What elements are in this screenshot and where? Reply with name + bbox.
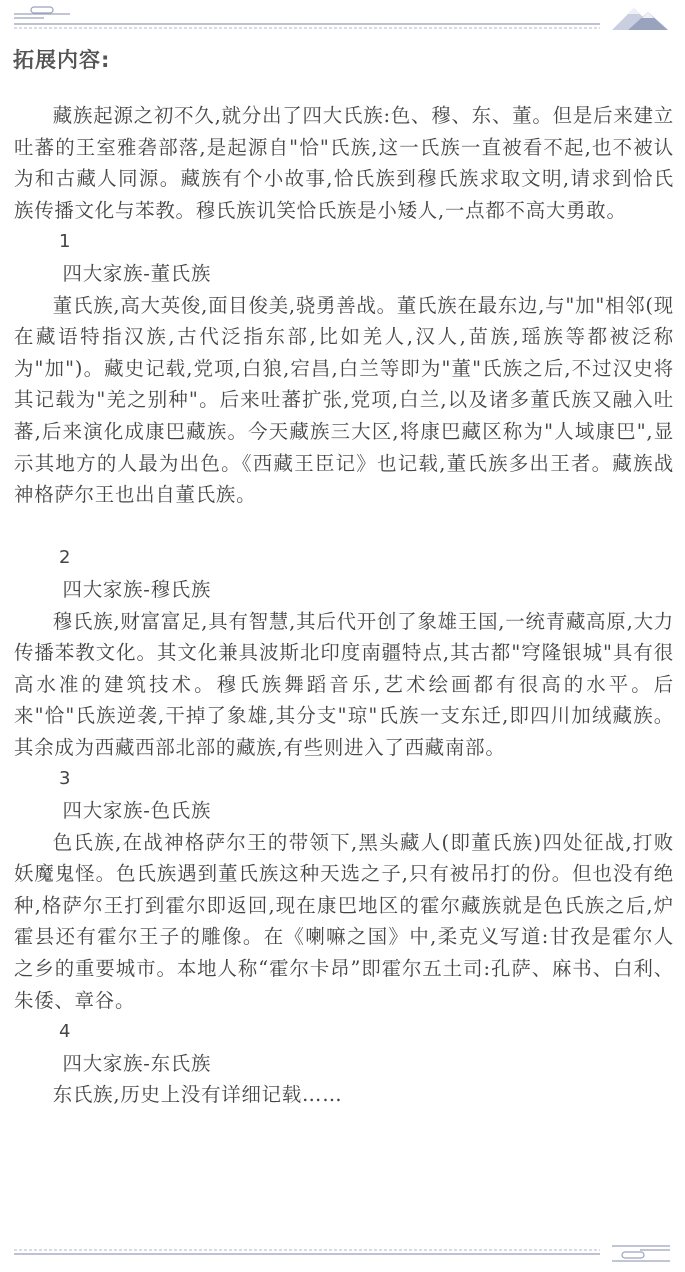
- section-number: 1: [59, 231, 72, 253]
- section-title: 四大家族-东氏族: [62, 1051, 212, 1075]
- section-body: 东氏族,历史上没有详细记载……: [52, 1083, 343, 1107]
- section-title: 四大家族-董氏族: [62, 261, 212, 285]
- section-heading: 拓展内容:: [13, 48, 111, 72]
- section-body: 董氏族,高大英俊,面目俊美,骁勇善战。董氏族在最东边,与"加"相邻(现在藏语特指汉族,古代泛指东部,比如羌人,汉人,苗族,瑶族等都被泛称为"加")。藏史记载,党项,白狼,宕昌,白兰等即为"董"氏族之后,不过汉史将其记载为"羌之别种"。后来吐蕃扩张,党项,白兰,以及诸多董氏族又融入吐蕃,后来演化成康巴藏族。今天藏族三大区,将康巴藏区称为"人域康巴",显示其地方的人最为出色。《西藏王臣记》也记载,董氏族多出王者。藏族战神格萨尔王也出自董氏族。: [14, 293, 674, 507]
- section-body: 色氏族,在战神格萨尔王的带领下,黑头藏人(即董氏族)四处征战,打败妖魔鬼怪。色氏族遇到董氏族这种天选之子,只有被吊打的份。但也没有绝种,格萨尔王打到霍尔即返回,现在康巴地区的霍尔藏族就是色氏族之后,炉霍县还有霍尔王子的雕像。在《喇嘛之国》中,柔克义写道:甘孜是霍尔人之乡的重要城市。本地人称“霍尔卡昂”即霍尔五土司:孔萨、麻书、白利、朱倭、章谷。: [14, 830, 674, 1012]
- spacer: [14, 511, 674, 543]
- mountain-icon: [612, 8, 668, 30]
- section-number: 3: [59, 768, 72, 790]
- footer-ornament: [0, 1236, 685, 1272]
- section-title: 四大家族-色氏族: [62, 799, 212, 823]
- intro-paragraph: 藏族起源之初不久,就分出了四大氏族:色、穆、东、董。但是后来建立吐蕃的王室雅砻部落,是起源自"恰"氏族,这一氏族一直被看不起,也不被认为和古藏人同源。藏族有个小故事,恰氏族到穆氏族求取文明,请求到恰氏族传播文化与苯教。穆氏族讥笑恰氏族是小矮人,一点都不高大勇敢。: [14, 104, 674, 222]
- section-number: 4: [59, 1021, 72, 1043]
- section-body: 穆氏族,财富富足,具有智慧,其后代开创了象雄王国,一统青藏高原,大力传播苯教文化。其文化兼具波斯北印度南疆特点,其古都"穹隆银城"具有很高水准的建筑技术。穆氏族舞蹈音乐,艺术绘画都有很高的水平。后来"恰"氏族逆袭,干掉了象雄,其分支"琼"氏族一支东迁,即四川加绒藏族。其余成为西藏西部北部的藏族,有些则进入了西藏南部。: [14, 609, 674, 759]
- section-title: 四大家族-穆氏族: [62, 577, 212, 601]
- section-number: 2: [59, 547, 72, 569]
- header-ornament: [0, 0, 685, 40]
- article-content: [14, 100, 674, 1111]
